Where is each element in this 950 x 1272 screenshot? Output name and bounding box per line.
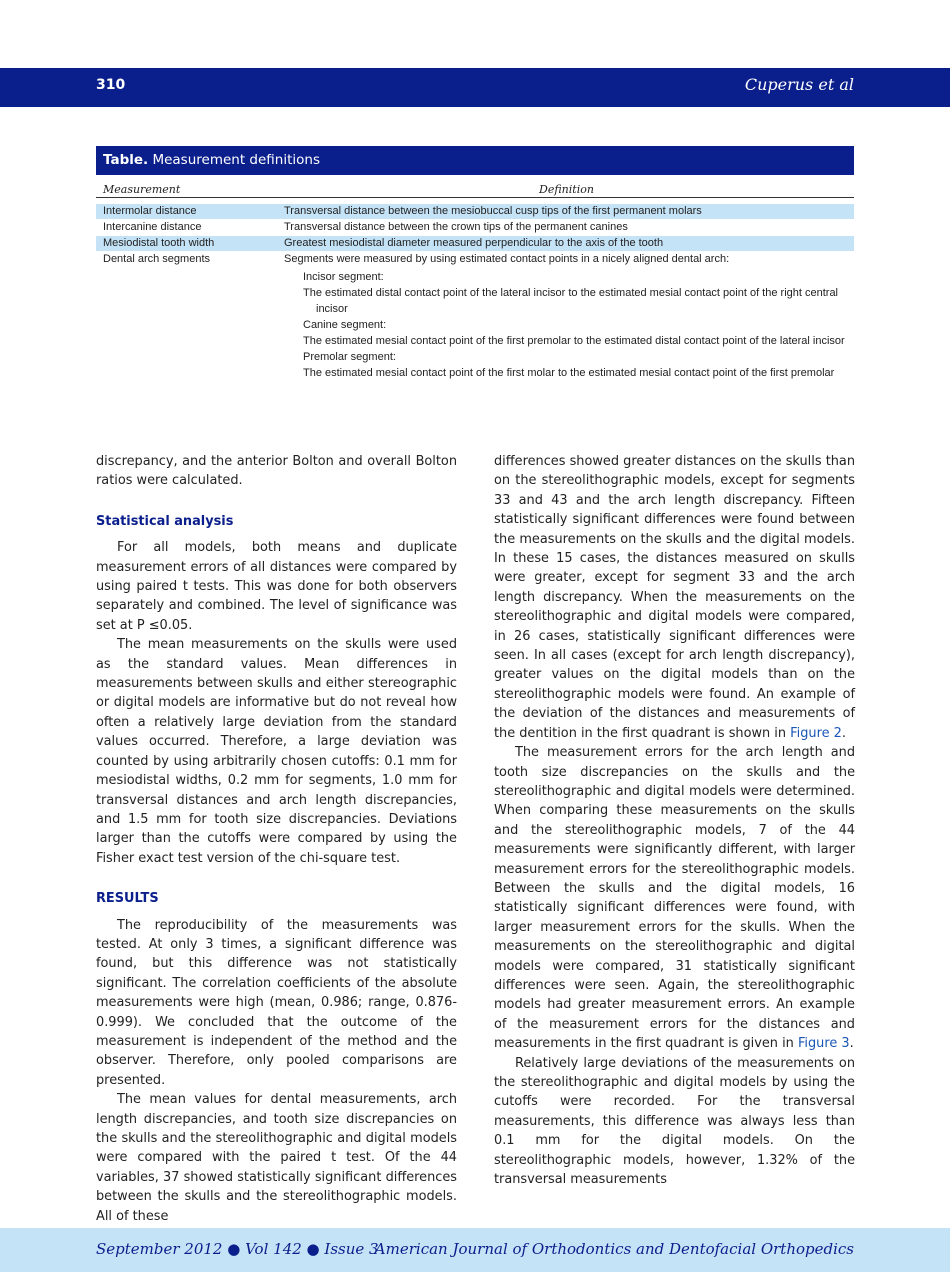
paragraph: For all models, both means and duplicate measurement errors of all distances were compared by using paired t tests. This was done for both observers separately and combined. The level of significance was set at P ≤0.05.: [96, 540, 457, 633]
table-title-text: Measurement definitions: [152, 152, 321, 168]
segment-label: Canine segment:: [303, 319, 387, 331]
segment-label: Premolar segment:: [303, 351, 396, 363]
page-number: 310: [96, 77, 126, 93]
page-header: [0, 68, 950, 107]
paragraph: discrepancy, and the anterior Bolton and overall Bolton ratios were calculated.: [96, 454, 457, 489]
running-head: Cuperus et al: [744, 75, 854, 94]
row-definition: Segments were measured by using estimated contact points in a nicely aligned dental arch:: [284, 253, 730, 265]
measurement-table: [96, 146, 854, 381]
segment-label: Incisor segment:: [303, 271, 384, 283]
figure-2-link[interactable]: Figure 2: [790, 725, 842, 741]
left-column: [96, 452, 457, 1226]
row-measurement: Intermolar distance: [103, 205, 197, 217]
paragraph: Relatively large deviations of the measurements on the stereolithographic and digital models by using the cutoffs were recorded. For the transversal measurements, this difference was always less than 0.1 mm for the digital models. On the stereolithographic models, however, 1.32% of the transversal measurements: [494, 1055, 855, 1188]
paragraph-text: differences showed greater distances on the skulls than on the stereolithographic models, except for segments 33 and 43 and the arch length discrepancy. Fifteen statistically significant differences were found between the measurements on the skulls and the digital models. In these 15 cases, the distances measured on skulls were greater, except for segment 33 and the arch length discrepancy. When the measurements on the stereolithographic and digital models were compared, in 26 cases, statistically significant differences were seen. In all cases (except for arch length discrepancy), greater values on the digital models than on the stereolithographic models were found. An example of the deviation of the distances and measurements of the dentition in the first quadrant is shown in: [494, 454, 855, 741]
figure-3-link[interactable]: Figure 3: [797, 1036, 850, 1052]
paragraph: differences showed greater distances on the skulls than on the stereolithographic models, except for segments 33 and 43 and the arch length discrepancy. Fifteen statistically significant differences were found between the measurements on the skulls and the digital models. In these 15 cases, the distances measured on skulls were greater, except for segment 33 and the arch length discrepancy. When the measurements on the stereolithographic and digital models were compared, in 26 cases, statistically significant differences were seen. In all cases (except for arch length discrepancy), greater values on the digital models than on the stereolithographic models were found. An example of the deviation of the distances and measurements of the dentition in the first quadrant is shown in Figure 2.: [494, 454, 855, 741]
table-row: [96, 220, 854, 235]
table-row: [96, 236, 854, 251]
paragraph: The mean values for dental measurements, arch length discrepancies, and tooth size discrepancies on the skulls and the stereolithographic and digital models were compared with the paired t test. Of the 44 variables, 37 showed statistically significant differences between the skulls and the stereolithographic models. All of these: [96, 1092, 457, 1224]
section-heading-statistical-analysis: Statistical analysis: [96, 513, 234, 529]
row-measurement: Dental arch segments: [103, 253, 210, 265]
paragraph-text: The measurement errors for the arch length and tooth size discrepancies on the skulls and the stereolithographic and digital models were determined. When comparing these measurements on the skulls and the stereolithographic models, 7 of the 44 measurements were significantly different, with larger measurement errors for the stereolithographic models. Between the skulls and the digital models, 16 statistically significant differences were found, with larger measurement errors for the skulls. When the measurements on the stereolithographic and digital models were compared, 31 statistically significant differences were seen. Again, the stereolithographic models had greater measurement errors. An example of the measurement errors for the distances and measurements in the first quadrant is given in: [494, 745, 855, 1052]
table-row: [96, 204, 854, 219]
segment-text: The estimated mesial contact point of the first molar to the estimated mesial contact point of the first premolar: [303, 367, 835, 379]
segment-text: The estimated mesial contact point of the first premolar to the estimated distal contact point of the lateral incisor: [303, 335, 845, 347]
row-definition: Transversal distance between the crown tips of the permanent canines: [284, 221, 628, 233]
row-definition: Transversal distance between the mesiobuccal cusp tips of the first permanent molars: [284, 205, 702, 217]
row-measurement: Intercanine distance: [103, 221, 202, 233]
row-definition: Greatest mesiodistal diameter measured perpendicular to the axis of the tooth: [284, 237, 664, 249]
segment-text: The estimated distal contact point of the lateral incisor to the estimated mesial contact point of the right central incisor: [303, 287, 839, 315]
row-measurement: Mesiodistal tooth width: [103, 237, 215, 249]
footer-issue: September 2012 ● Vol 142 ● Issue 3: [96, 1240, 379, 1258]
paragraph: The measurement errors for the arch length and tooth size discrepancies on the skulls and the stereolithographic and digital models were determined. When comparing these measurements on the skulls and the stereolithographic models, 7 of the 44 measurements were significantly different, with larger measurement errors for the stereolithographic models. Between the skulls and the digital models, 16 statistically significant differences were found, with larger measurement errors for the skulls. When the measurements on the stereolithographic and digital models were compared, 31 statistically significant differences were seen. Again, the stereolithographic models had greater measurement errors. An example of the measurement errors for the distances and measurements in the first quadrant is given in Figure 3.: [494, 745, 855, 1052]
table-column-header: [96, 175, 854, 198]
table-row: [96, 252, 854, 267]
section-heading-results: RESULTS: [96, 891, 159, 907]
right-column: [494, 452, 855, 1189]
page-footer: [0, 1228, 950, 1272]
column-measurement: Measurement: [103, 183, 181, 196]
paragraph: The reproducibility of the measurements was tested. At only 3 times, a significant difference was found, but this difference was not statistically significant. The correlation coefficients of the absolute measurements were high (mean, 0.986; range, 0.876-0.999). We concluded that the outcome of the measurement is independent of the method and the observer. Therefore, only pooled comparisons are presented.: [96, 917, 457, 1088]
table-label: Table.: [103, 152, 149, 168]
table-title: [96, 146, 854, 175]
paragraph: The mean measurements on the skulls were used as the standard values. Mean differences in measurements between skulls and either stereographic or digital models are informative but do not reveal how often a relatively large deviation from the standard values occurred. Therefore, a large deviation was counted by using arbitrarily chosen cutoffs: 0.1 mm for mesiodistal widths, 0.2 mm for segments, 1.0 mm for transversal distances and arch length discrepancies, and 1.5 mm for tooth size discrepancies. Deviations larger than the cutoffs were compared by using the Fisher exact test version of the chi-square test.: [96, 637, 457, 866]
footer-journal: American Journal of Orthodontics and Dentofacial Orthopedics: [374, 1240, 854, 1258]
column-definition: Definition: [539, 183, 594, 196]
